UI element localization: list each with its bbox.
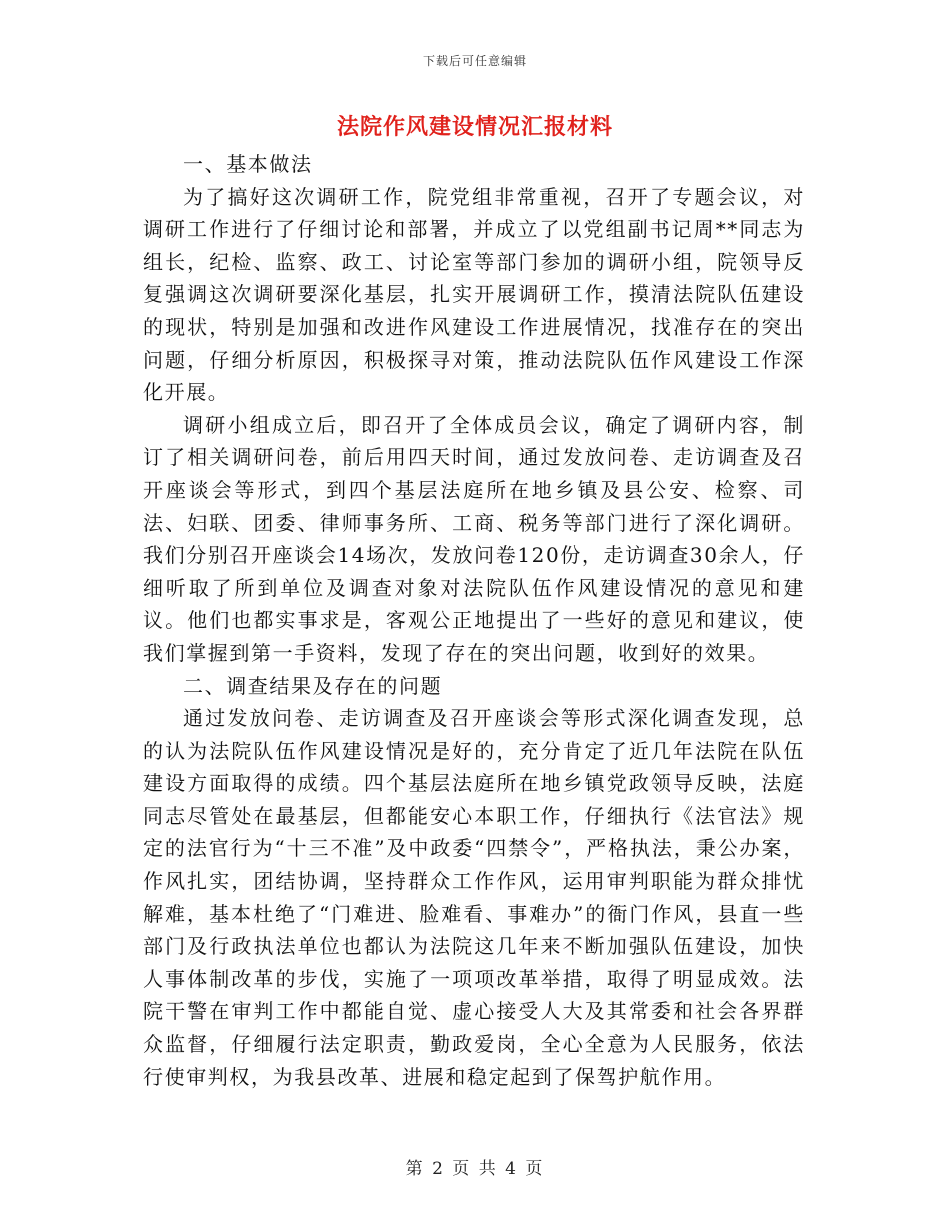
section-heading-basic-practice: 一、基本做法	[183, 152, 313, 176]
paragraph: 为了搞好这次调研工作，院党组非常重视，召开了专题会议，对调研工作进行了仔细讨论和部署，并成立了以党组副书记周**同志为组长，纪检、监察、政工、讨论室等部门参加的调研小组，院领导反复强调这次调研要深化基层，扎实开展调研工作，摸清法院队伍建设的现状，特别是加强和改进作风建设工作进展情况，找准存在的突出问题，仔细分析原因，积极探寻对策，推动法院队伍作风建设工作深化开展。	[143, 184, 805, 405]
header-note: 下载后可任意编辑	[422, 54, 527, 68]
paragraph: 通过发放问卷、走访调查及召开座谈会等形式深化调查发现，总的认为法院队伍作风建设情况是好的，充分肯定了近几年法院在队伍建设方面取得的成绩。四个基层法庭所在地乡镇党政领导反映，法庭同志尽管处在最基层，但都能安心本职工作，仔细执行《法官法》规定的法官行为“十三不准”及中政委“四禁令”，严格执法，秉公办案，作风扎实，团结协调，坚持群众工作作风，运用审判职能为群众排忧解难，基本杜绝了“门难进、脸难看、事难办”的衙门作风，县直一些部门及行政执法单位也都认为法院这几年来不断加强队伍建设，加快人事体制改革的步伐，实施了一项项改革举措，取得了明显成效。法院干警在审判工作中都能自觉、虚心接受人大及其常委和社会各界群众监督，仔细履行法定职责，勤政爱岗，全心全意为人民服务，依法行使审判权，为我县改革、进展和稳定起到了保驾护航作用。	[143, 706, 805, 1089]
document-title: 法院作风建设情况汇报材料	[336, 114, 613, 140]
section-heading-findings: 二、调查结果及存在的问题	[183, 673, 443, 698]
page-number: 第 2 页 共 4 页	[405, 1159, 545, 1179]
paragraph: 调研小组成立后，即召开了全体成员会议，确定了调研内容，制订了相关调研问卷，前后用四天时间，通过发放问卷、走访调查及召开座谈会等形式，到四个基层法庭所在地乡镇及县公安、检察、司法、妇联、团委、律师事务所、工商、税务等部门进行了深化调研。我们分别召开座谈会14场次，发放问卷120份，走访调查30余人，仔细听取了所到单位及调查对象对法院队伍作风建设情况的意见和建议。他们也都实事求是，客观公正地提出了一些好的意见和建议，使我们掌握到第一手资料，发现了存在的突出问题，收到好的效果。	[143, 412, 805, 665]
document-body	[143, 148, 805, 1093]
